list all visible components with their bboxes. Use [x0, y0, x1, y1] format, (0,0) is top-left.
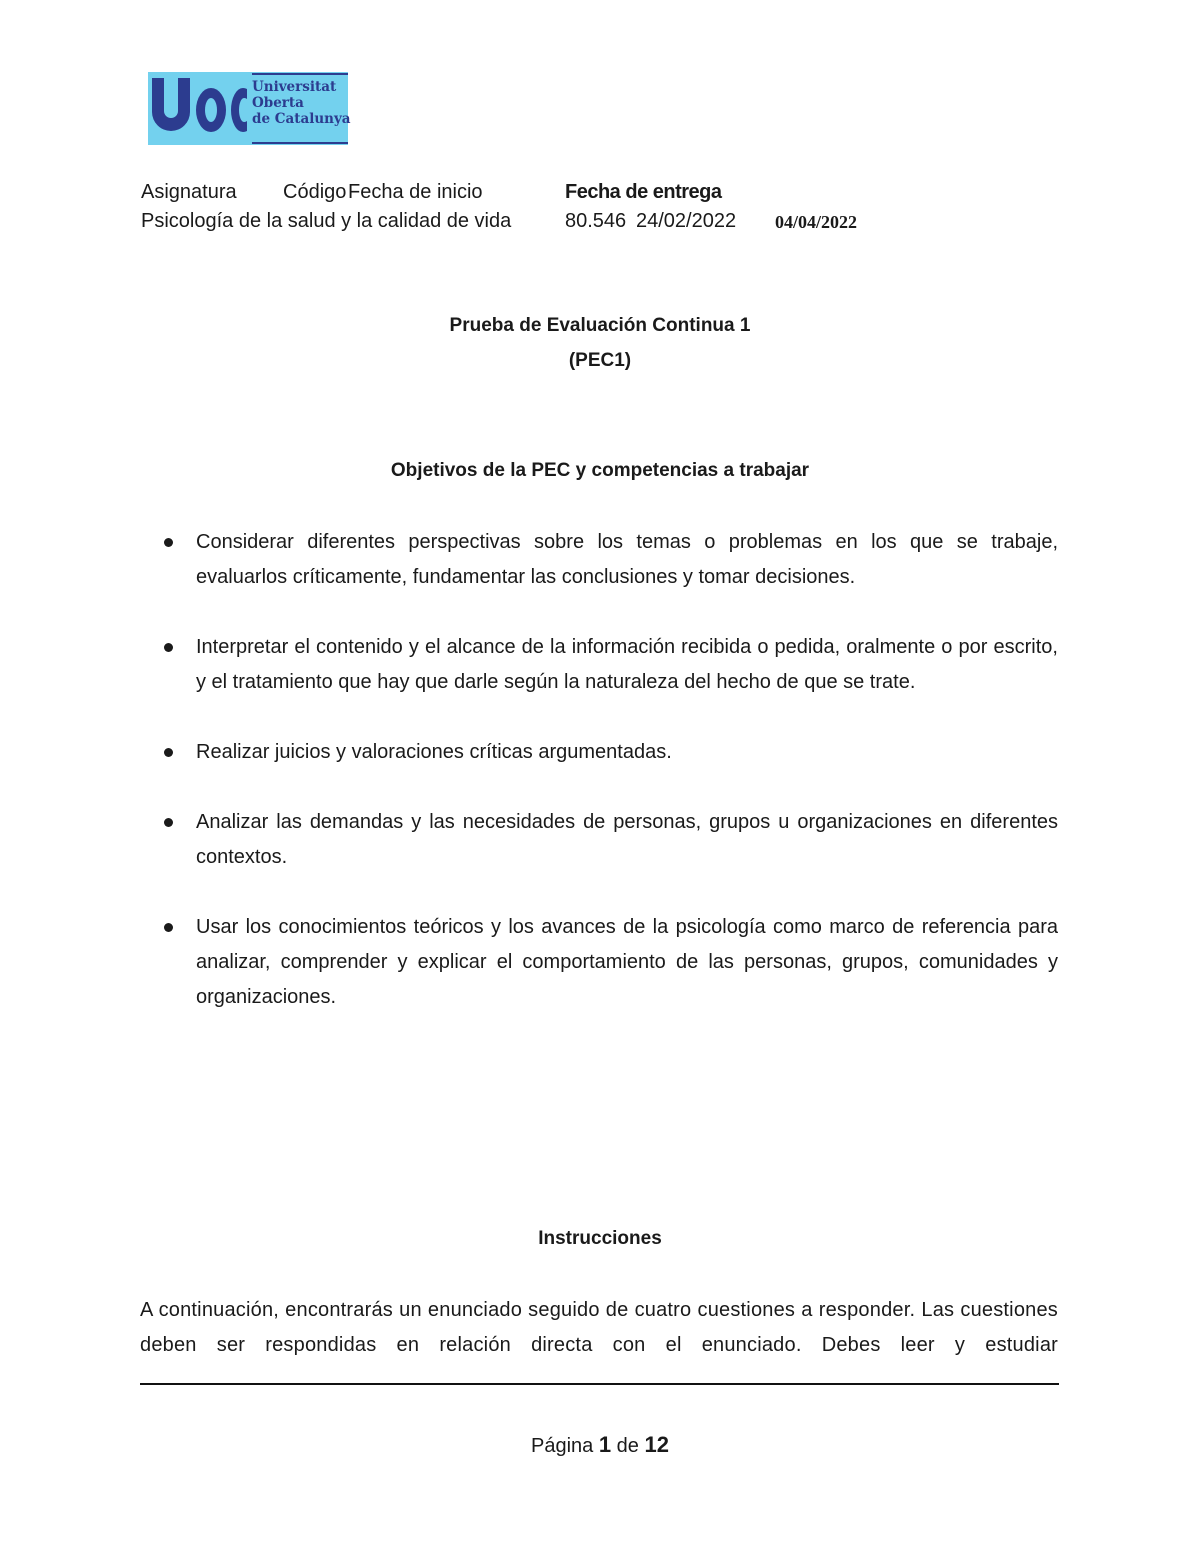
header-fecha-inicio: Fecha de inicio [348, 181, 483, 203]
footer-total-pages: 12 [644, 1432, 669, 1457]
list-item-text: Interpretar el contenido y el alcance de la información recibida o pedida, oralmente o por escrito, y el tratamiento que hay que darle según la naturaleza del hecho de que se trate. [196, 636, 1058, 693]
list-item [140, 735, 1058, 770]
objetivos-heading: Objetivos de la PEC y competencias a trabajar [390, 460, 810, 481]
value-codigo: 80.546 [565, 210, 627, 232]
footer-current-page: 1 [598, 1432, 612, 1457]
bullet-icon [164, 748, 173, 757]
page-footer [0, 1432, 1200, 1458]
value-fecha-entrega: 04/04/2022 [775, 212, 858, 232]
list-item [140, 630, 1058, 700]
header-fecha-entrega: Fecha de entrega [565, 181, 722, 203]
list-item [140, 910, 1058, 1015]
list-item-text: Usar los conocimientos teóricos y los avances de la psicología como marco de referencia para analizar, comprender y explicar el comportamiento de las personas, grupos, comunidades y organizaciones. [196, 916, 1058, 1008]
bullet-icon [164, 818, 173, 827]
bullet-icon [164, 643, 173, 652]
objetivos-list [140, 525, 1058, 1050]
logo-line-3: de Catalunya [252, 111, 351, 127]
logo-line-1: Universitat [252, 79, 337, 95]
footer-rule [140, 1383, 1059, 1385]
uoc-logo [148, 72, 351, 145]
list-item [140, 525, 1058, 595]
document-title: Prueba de Evaluación Continua 1 [449, 315, 751, 336]
footer-pagina-label: Página [531, 1435, 594, 1457]
footer-de-label: de [616, 1435, 639, 1457]
logo-wordmark [252, 79, 351, 127]
logo-rule-bottom [252, 142, 348, 144]
list-item-text: Analizar las demandas y las necesidades de personas, grupos u organizaciones en diferentes contextos. [196, 811, 1058, 868]
header-codigo: Código [283, 181, 347, 203]
document-subtitle: (PEC1) [568, 350, 632, 371]
bullet-icon [164, 923, 173, 932]
logo-line-2: Oberta [252, 95, 304, 111]
list-item-text: Considerar diferentes perspectivas sobre los temas o problemas en los que se trabaje, evaluarlos críticamente, fundamentar las conclusiones y tomar decisiones. [196, 531, 1058, 588]
header-asignatura: Asignatura [141, 181, 237, 203]
value-fecha-inicio: 24/02/2022 [636, 210, 737, 232]
logo-rule-top [252, 73, 348, 75]
instrucciones-heading: Instrucciones [538, 1228, 662, 1249]
uoc-mark-icon [148, 72, 248, 145]
list-item-text: Realizar juicios y valoraciones críticas argumentadas. [196, 741, 672, 763]
bullet-icon [164, 538, 173, 547]
value-asignatura: Psicología de la salud y la calidad de vida [141, 210, 512, 232]
instrucciones-text: A continuación, encontrarás un enunciado seguido de cuatro cuestiones a responder. Las cuestiones deben ser respondidas en relación directa con el enunciado. Debes leer y estudiar [140, 1299, 1058, 1356]
list-item [140, 805, 1058, 875]
